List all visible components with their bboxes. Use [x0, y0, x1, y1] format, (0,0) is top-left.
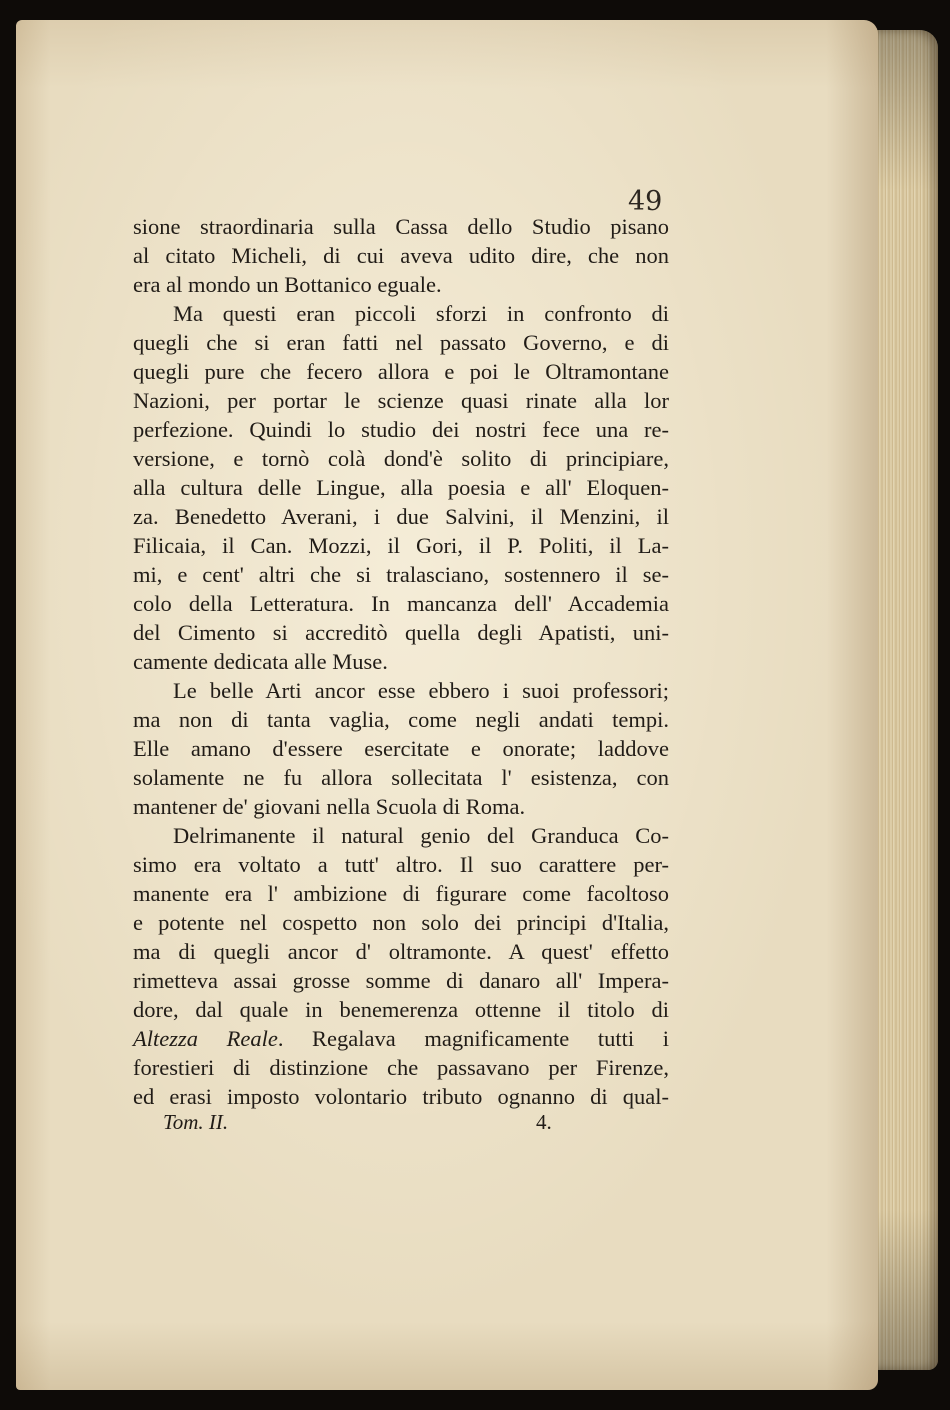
tome-label: Tom. II. — [163, 1110, 229, 1134]
text-line: ma non di tanta vaglia, come negli andati tempi. — [133, 707, 669, 732]
text-line: alla cultura delle Lingue, alla poesia e all' Eloquen- — [133, 475, 669, 500]
text-line: simo era voltato a tutt' altro. Il suo carattere per- — [133, 852, 669, 877]
body-text — [133, 212, 669, 1111]
page-footer — [163, 1110, 563, 1135]
text-line-rest: . Regalava magnificamente tutti i — [277, 1026, 669, 1051]
text-line: za. Benedetto Averani, i due Salvini, il Menzini, il — [133, 504, 669, 529]
text-line: Filicaia, il Can. Mozzi, il Gori, il P. Politi, il La- — [133, 533, 669, 558]
text-line-with-italic — [133, 1024, 669, 1053]
text-line: Le belle Arti ancor esse ebbero i suoi professori; — [173, 678, 669, 703]
text-line: e potente nel cospetto non solo dei principi d'Italia, — [133, 910, 669, 935]
page-number: 49 — [628, 186, 663, 217]
text-line: era al mondo un Bottanico eguale. — [133, 272, 442, 297]
text-line: mantener de' giovani nella Scuola di Roma. — [133, 794, 526, 819]
text-line: colo della Letteratura. In mancanza dell' Accademia — [133, 591, 669, 616]
text-line: camente dedicata alle Muse. — [133, 649, 388, 674]
text-line: versione, e tornò colà dond'è solito di principiare, — [133, 446, 669, 471]
text-line: Ma questi eran piccoli sforzi in confronto di — [173, 301, 669, 326]
text-line: dore, dal quale in benemerenza ottenne il titolo di — [133, 997, 669, 1022]
text-line: perfezione. Quindi lo studio dei nostri fece una re- — [133, 417, 669, 442]
text-line: quegli che si eran fatti nel passato Governo, e di — [133, 330, 669, 355]
text-line: manente era l' ambizione di figurare come facoltoso — [133, 881, 669, 906]
text-line: Nazioni, per portar le scienze quasi rinate alla lor — [133, 388, 669, 413]
text-line: solamente ne fu allora sollecitata l' esistenza, con — [133, 765, 669, 790]
text-line: forestieri di distinzione che passavano per Firenze, — [133, 1055, 669, 1080]
italic-title: Altezza Reale — [133, 1026, 278, 1051]
text-line: ma di quegli ancor d' oltramonte. A quest' effetto — [133, 939, 669, 964]
text-line: rimetteva assai grosse somme di danaro all' Impera- — [133, 968, 669, 993]
text-line: Delrimanente il natural genio del Granduca Co- — [173, 823, 669, 848]
text-line: Elle amano d'essere esercitate e onorate; laddove — [133, 736, 669, 761]
text-line: ed erasi imposto volontario tributo ognanno di qual- — [133, 1084, 669, 1109]
text-line: del Cimento si accreditò quella degli Apatisti, uni- — [133, 620, 669, 645]
text-line: mi, e cent' altri che si tralasciano, sostennero il se- — [133, 562, 669, 587]
signature-mark: 4. — [536, 1110, 552, 1134]
text-line: sione straordinaria sulla Cassa dello Studio pisano — [133, 214, 669, 239]
text-line: al citato Micheli, di cui aveva udito dire, che non — [133, 243, 669, 268]
text-line: quegli pure che fecero allora e poi le Oltramontane — [133, 359, 669, 384]
